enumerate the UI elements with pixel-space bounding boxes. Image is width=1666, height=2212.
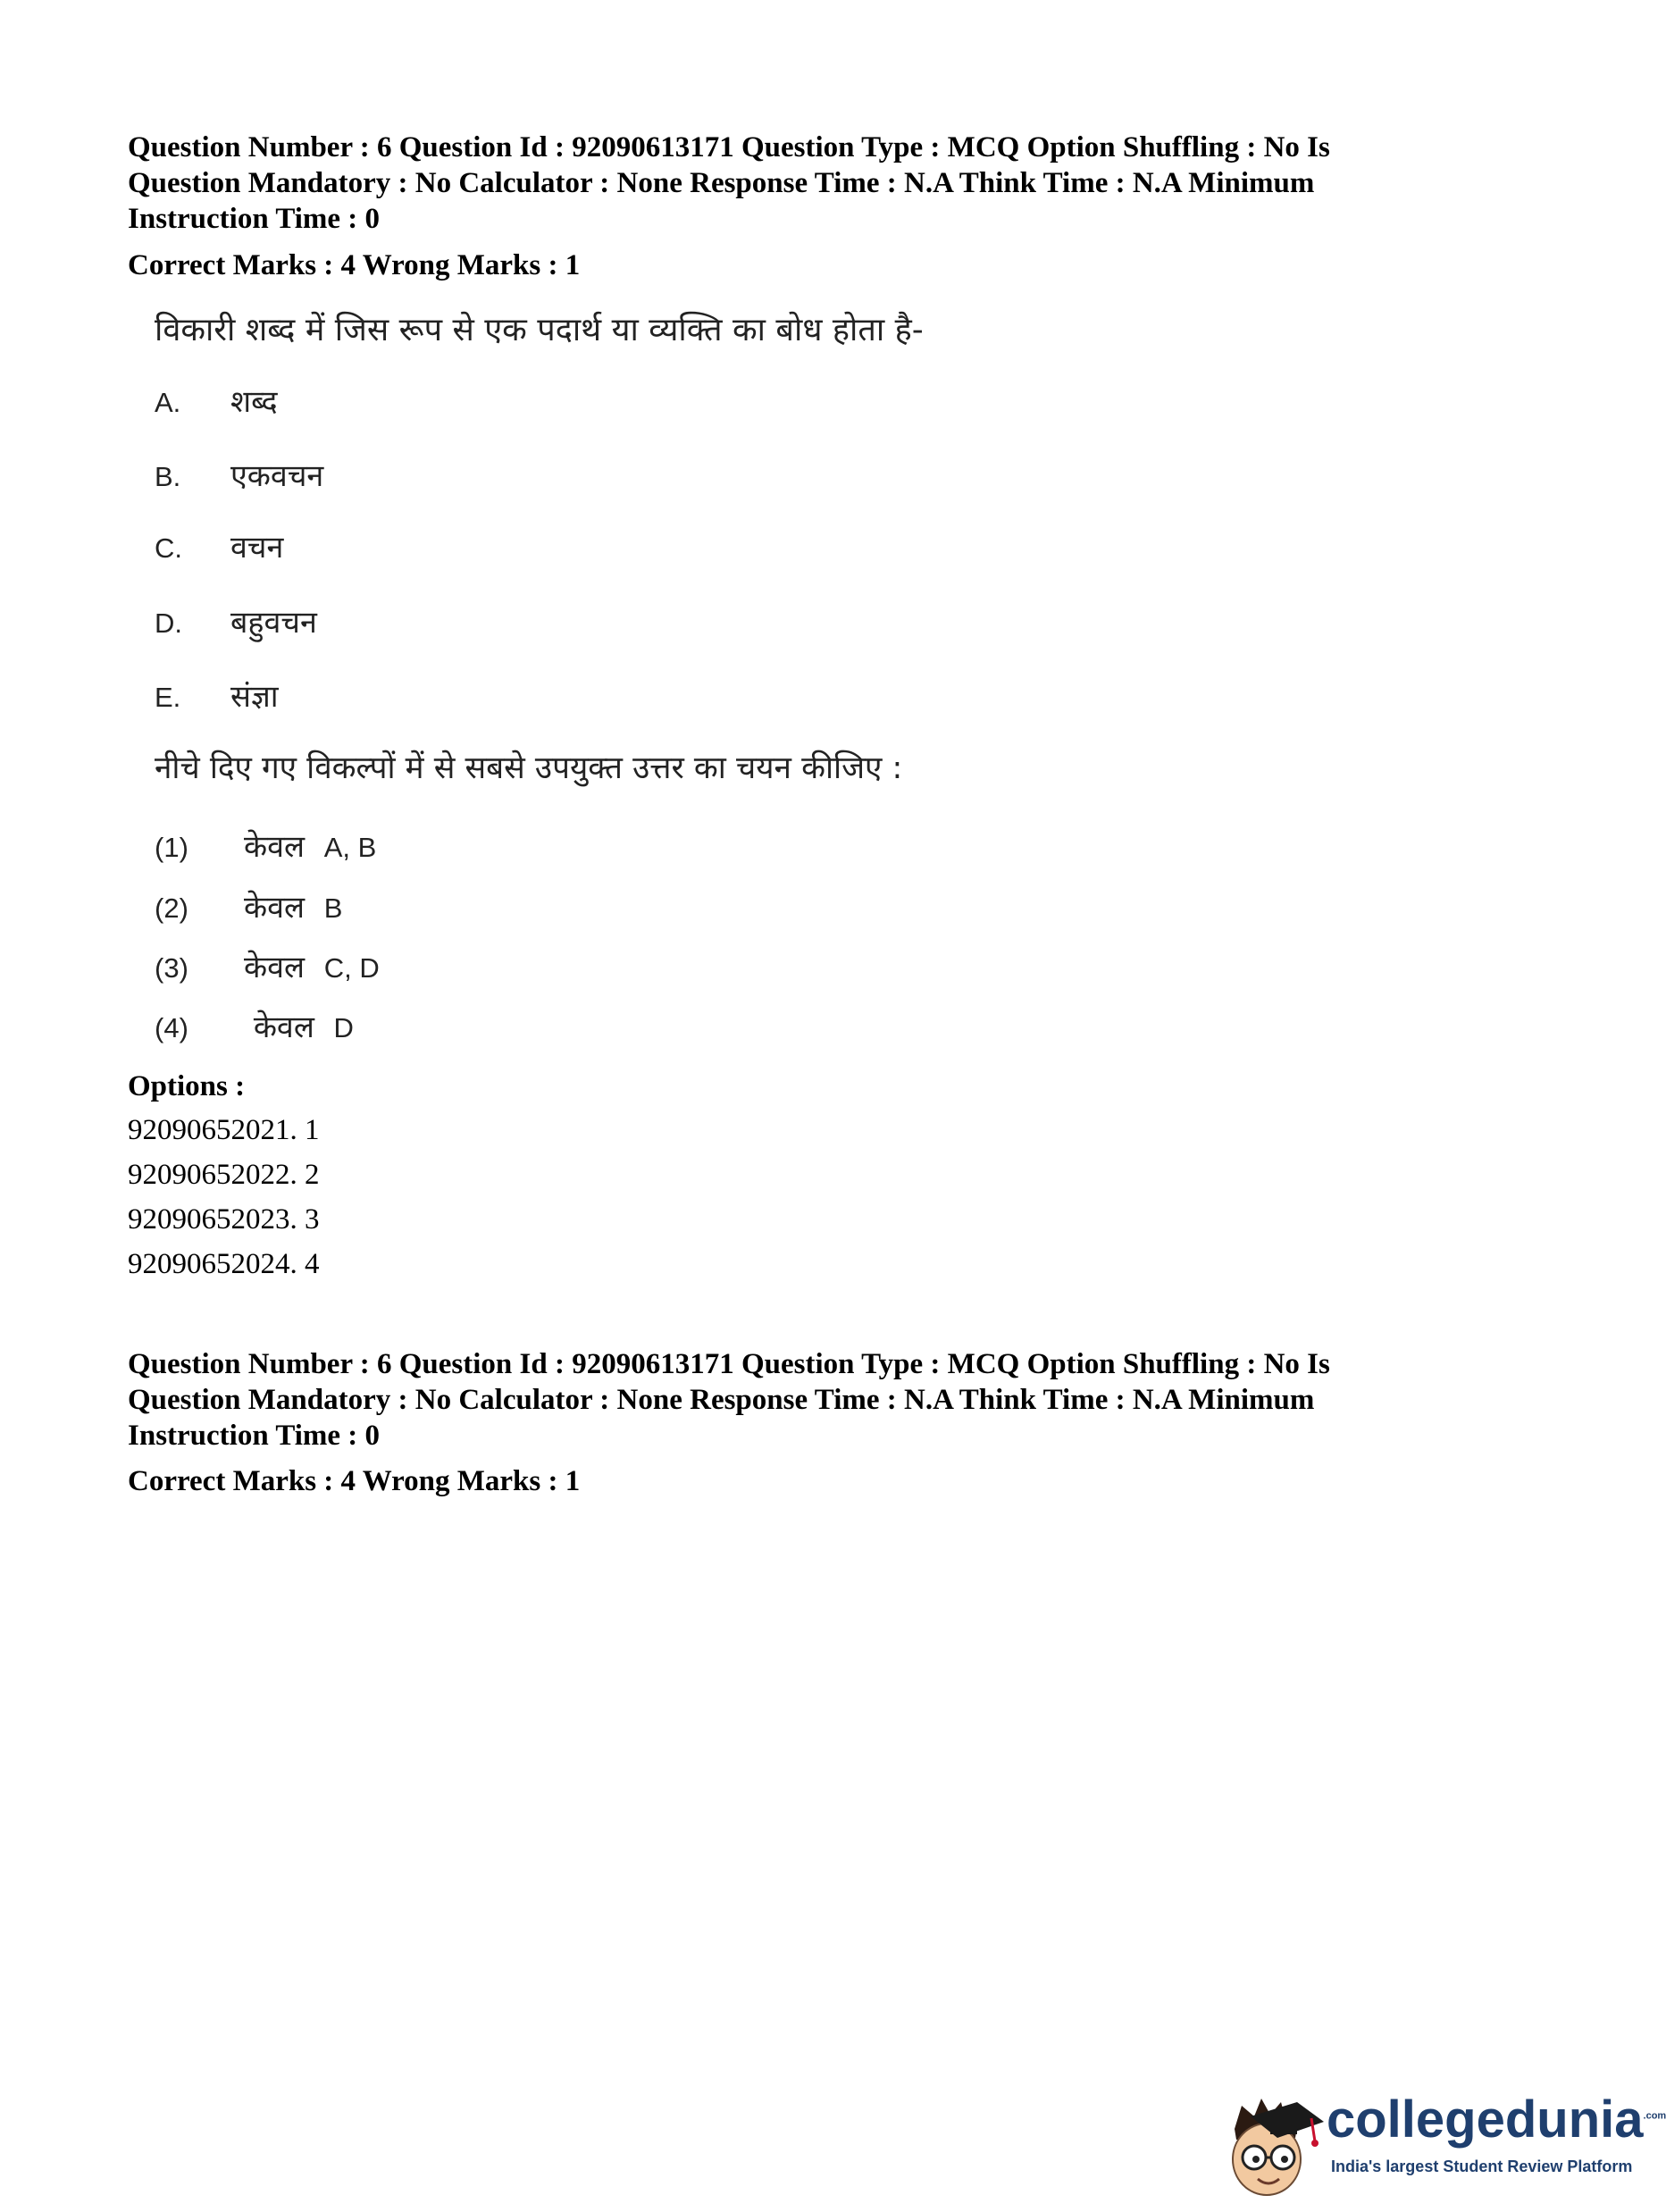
marks-line: Correct Marks : 4 Wrong Marks : 1 bbox=[128, 249, 581, 281]
statement-label: B. bbox=[155, 461, 181, 492]
statement-text: शब्द bbox=[230, 384, 278, 420]
choice-number: (1) bbox=[155, 832, 188, 863]
question-meta-header bbox=[128, 130, 1468, 237]
question-meta-header bbox=[128, 1346, 1468, 1454]
brand-text: collegedunia bbox=[1327, 2091, 1644, 2149]
choice-word: केवल bbox=[244, 950, 306, 985]
statement-label: A. bbox=[155, 387, 181, 418]
answer-choice bbox=[155, 825, 376, 866]
statement-label: E. bbox=[155, 682, 181, 713]
statement-label: C. bbox=[155, 532, 182, 564]
meta-line-2: Question Mandatory : No Calculator : None Response Time : N.A Think Time : N.A Minimum bbox=[128, 1384, 1315, 1416]
answer-choice bbox=[155, 1005, 354, 1046]
option-item: 92090652021. 1 bbox=[128, 1114, 320, 1146]
statement-item bbox=[155, 454, 323, 495]
choice-number: (2) bbox=[155, 892, 188, 924]
statement-text: संज्ञा bbox=[230, 679, 279, 715]
statement-item bbox=[155, 674, 279, 716]
answer-choice bbox=[155, 945, 380, 986]
choice-word: केवल bbox=[244, 829, 306, 865]
choice-number: (3) bbox=[155, 952, 188, 984]
meta-line-1: Question Number : 6 Question Id : 92090613171 Question Type : MCQ Option Shuffling : No Is bbox=[128, 131, 1330, 163]
statement-text: वचन bbox=[230, 530, 284, 566]
meta-line-3: Instruction Time : 0 bbox=[128, 1420, 381, 1452]
statement-text: एकवचन bbox=[230, 458, 324, 494]
meta-line-3: Instruction Time : 0 bbox=[128, 203, 381, 235]
choice-number: (4) bbox=[155, 1012, 188, 1043]
choice-word: केवल bbox=[244, 890, 306, 926]
statement-item bbox=[155, 380, 278, 421]
brand-tagline: India's largest Student Review Platform bbox=[1331, 2158, 1633, 2175]
choice-letters: B bbox=[323, 892, 343, 924]
option-item: 92090652023. 3 bbox=[128, 1203, 320, 1236]
option-item: 92090652022. 2 bbox=[128, 1159, 320, 1191]
brand-suffix: .com bbox=[1643, 2110, 1666, 2122]
question-stem: विकारी शब्द में जिस रूप से एक पदार्थ या व्यक्ति का बोध होता है- bbox=[155, 312, 924, 348]
meta-line-1: Question Number : 6 Question Id : 92090613171 Question Type : MCQ Option Shuffling : No Is bbox=[128, 1348, 1330, 1380]
choice-letters: D bbox=[333, 1012, 354, 1043]
statement-label: D. bbox=[155, 607, 182, 639]
meta-line-2: Question Mandatory : No Calculator : None Response Time : N.A Think Time : N.A Minimum bbox=[128, 167, 1315, 199]
brand-name bbox=[1327, 2090, 1666, 2149]
statement-text: बहुवचन bbox=[230, 605, 317, 641]
options-heading: Options : bbox=[128, 1070, 246, 1102]
answer-choice bbox=[155, 885, 342, 926]
question-instruction: नीचे दिए गए विकल्पों में से सबसे उपयुक्त उत्तर का चयन कीजिए : bbox=[155, 750, 903, 786]
option-item: 92090652024. 4 bbox=[128, 1248, 320, 1280]
collegedunia-logo bbox=[1215, 2086, 1666, 2202]
choice-letters: C, D bbox=[323, 952, 380, 984]
mascot-icon bbox=[1215, 2086, 1331, 2202]
question-image bbox=[128, 290, 1021, 1050]
choice-letters: A, B bbox=[323, 832, 377, 863]
statement-item bbox=[155, 525, 283, 566]
statement-item bbox=[155, 600, 317, 641]
marks-line: Correct Marks : 4 Wrong Marks : 1 bbox=[128, 1465, 581, 1497]
choice-word: केवल bbox=[253, 1010, 314, 1045]
